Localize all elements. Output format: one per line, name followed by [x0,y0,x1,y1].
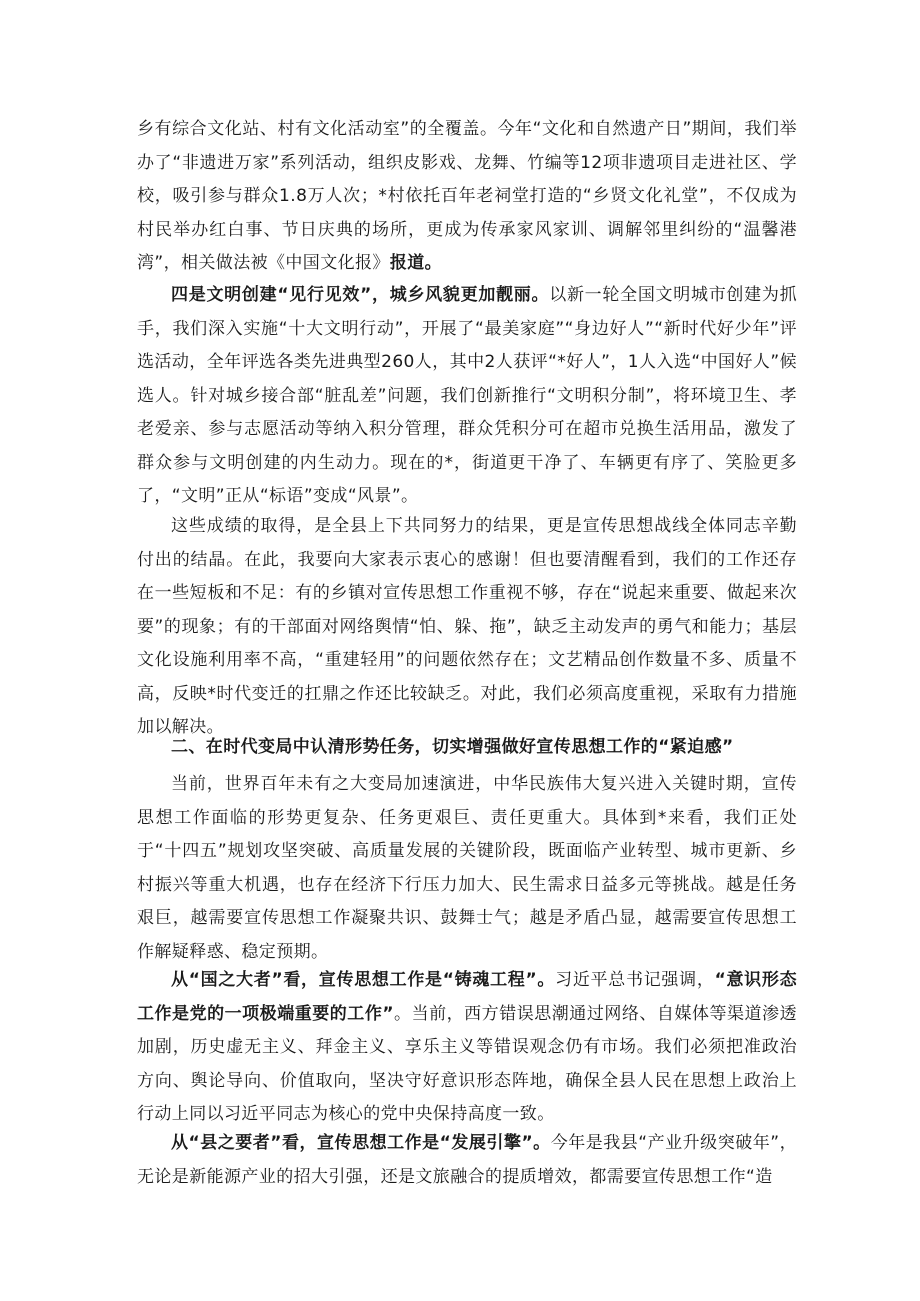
paragraph-text [137,1127,797,1194]
paragraph-national-perspective [137,964,797,1132]
section-heading-2 [137,731,797,765]
bold-quote: “意识形态工作是党的一项极端重要的工作” [137,970,797,1024]
paragraph-text [137,279,797,514]
heading-text: 二、在时代变局中认清形势任务，切实增强做好宣传思想工作的“紧迫感” [171,737,734,757]
paragraph-county-perspective [137,1127,797,1297]
paragraph-civilization-creation [137,279,797,514]
paragraph-lead-bold: 四是文明创建“见行见效”，城乡风貌更加靓丽。 [171,285,550,305]
paragraph-text [137,113,797,281]
paragraph-body: 今年是我县“产业升级突破年”，无论是新能源产业的招大引强，还是文旅融合的提质增效，都需要宣传思想工作“造 [137,1133,797,1187]
paragraph-body: 。当前，西方错误思潮通过网络、自媒体等渠道渗透加剧，历史虚无主义、拜金主义、享乐主义等错误观念仍有市场。我们必须把准政治方向、舆论导向、价值取向，坚决守好意识形态阵地，确保全县人民在思想上政治上行动上同以习近平同志为核心的党中央保持高度一致。 [137,1003,797,1124]
paragraph-body: 乡有综合文化站、村有文化活动室”的全覆盖。今年“文化和自然遗产日”期间，我们举办了“非遗进万家”系列活动，组织皮影戏、龙舞、竹编等12项非遗项目走进社区、学校，吸引参与群众1.8万人次；*村依托百年老祠堂打造的“乡贤文化礼堂”，不仅成为村民举办红白事、节日庆典的场所，更成为传承家风家训、调解邻里纠纷的“温馨港湾”，相关做法被《中国文化报》 [137,119,797,273]
paragraph-situation [137,768,797,969]
paragraph-text: 这些成绩的取得，是全县上下共同努力的结果，更是宣传思想战线全体同志辛勤付出的结晶。在此，我要向大家表示衷心的感谢！但也要清醒看到，我们的工作还存在一些短板和不足：有的乡镇对宣传思想工作重视不够，存在“说起来重要、做起来次要”的现象；有的干部面对网络舆情“怕、躲、拖”，缺乏主动发声的勇气和能力；基层文化设施利用率不高，“重建轻用”的问题依然存在；文艺精品创作数量不多、质量不高，反映*时代变迁的扛鼎之作还比较缺乏。对此，我们必须高度重视，采取有力措施加以解决。 [137,516,797,737]
paragraph-text [137,964,797,1132]
paragraph-body: 习近平总书记强调， [555,970,715,990]
paragraph-body: 以新一轮全国文明城市创建为抓手，我们深入实施“十大文明行动”，开展了“最美家庭”“身边好人”“新时代好少年”评选活动，全年评选各类先进典型260人，其中2人获评“*好人”，1人入选“中国好人”候选人。针对城乡接合部“脏乱差”问题，我们创新推行“文明积分制”，将环境卫生、孝老爱亲、参与志愿活动等纳入积分管理，群众凭积分可在超市兑换生活用品，激发了群众参与文明创建的内生动力。现在的*，街道更干净了、车辆更有序了、笑脸更多了，“文明”正从“标语”变成“风景”。 [137,285,797,506]
bold-text: 报道。 [389,253,443,273]
paragraph-lead-bold: 从“国之大者”看，宣传思想工作是“铸魂工程”。 [171,970,556,990]
paragraph-text: 当前，世界百年未有之大变局加速演进，中华民族伟大复兴进入关键时期，宣传思想工作面临的形势更复杂、任务更艰巨、责任更重大。具体到*来看，我们正处于“十四五”规划攻坚突破、高质量发展的关键阶段，既面临产业转型、城市更新、乡村振兴等重大机遇，也存在经济下行压力加大、民生需求日益多元等挑战。越是任务艰巨，越需要宣传思想工作凝聚共识、鼓舞士气；越是矛盾凸显，越需要宣传思想工作解疑释惑、稳定预期。 [137,774,797,962]
paragraph-achievements-summary [137,510,797,745]
paragraph-cultural-facilities [137,113,797,281]
paragraph-lead-bold: 从“县之要者”看，宣传思想工作是“发展引擎”。 [171,1133,551,1153]
